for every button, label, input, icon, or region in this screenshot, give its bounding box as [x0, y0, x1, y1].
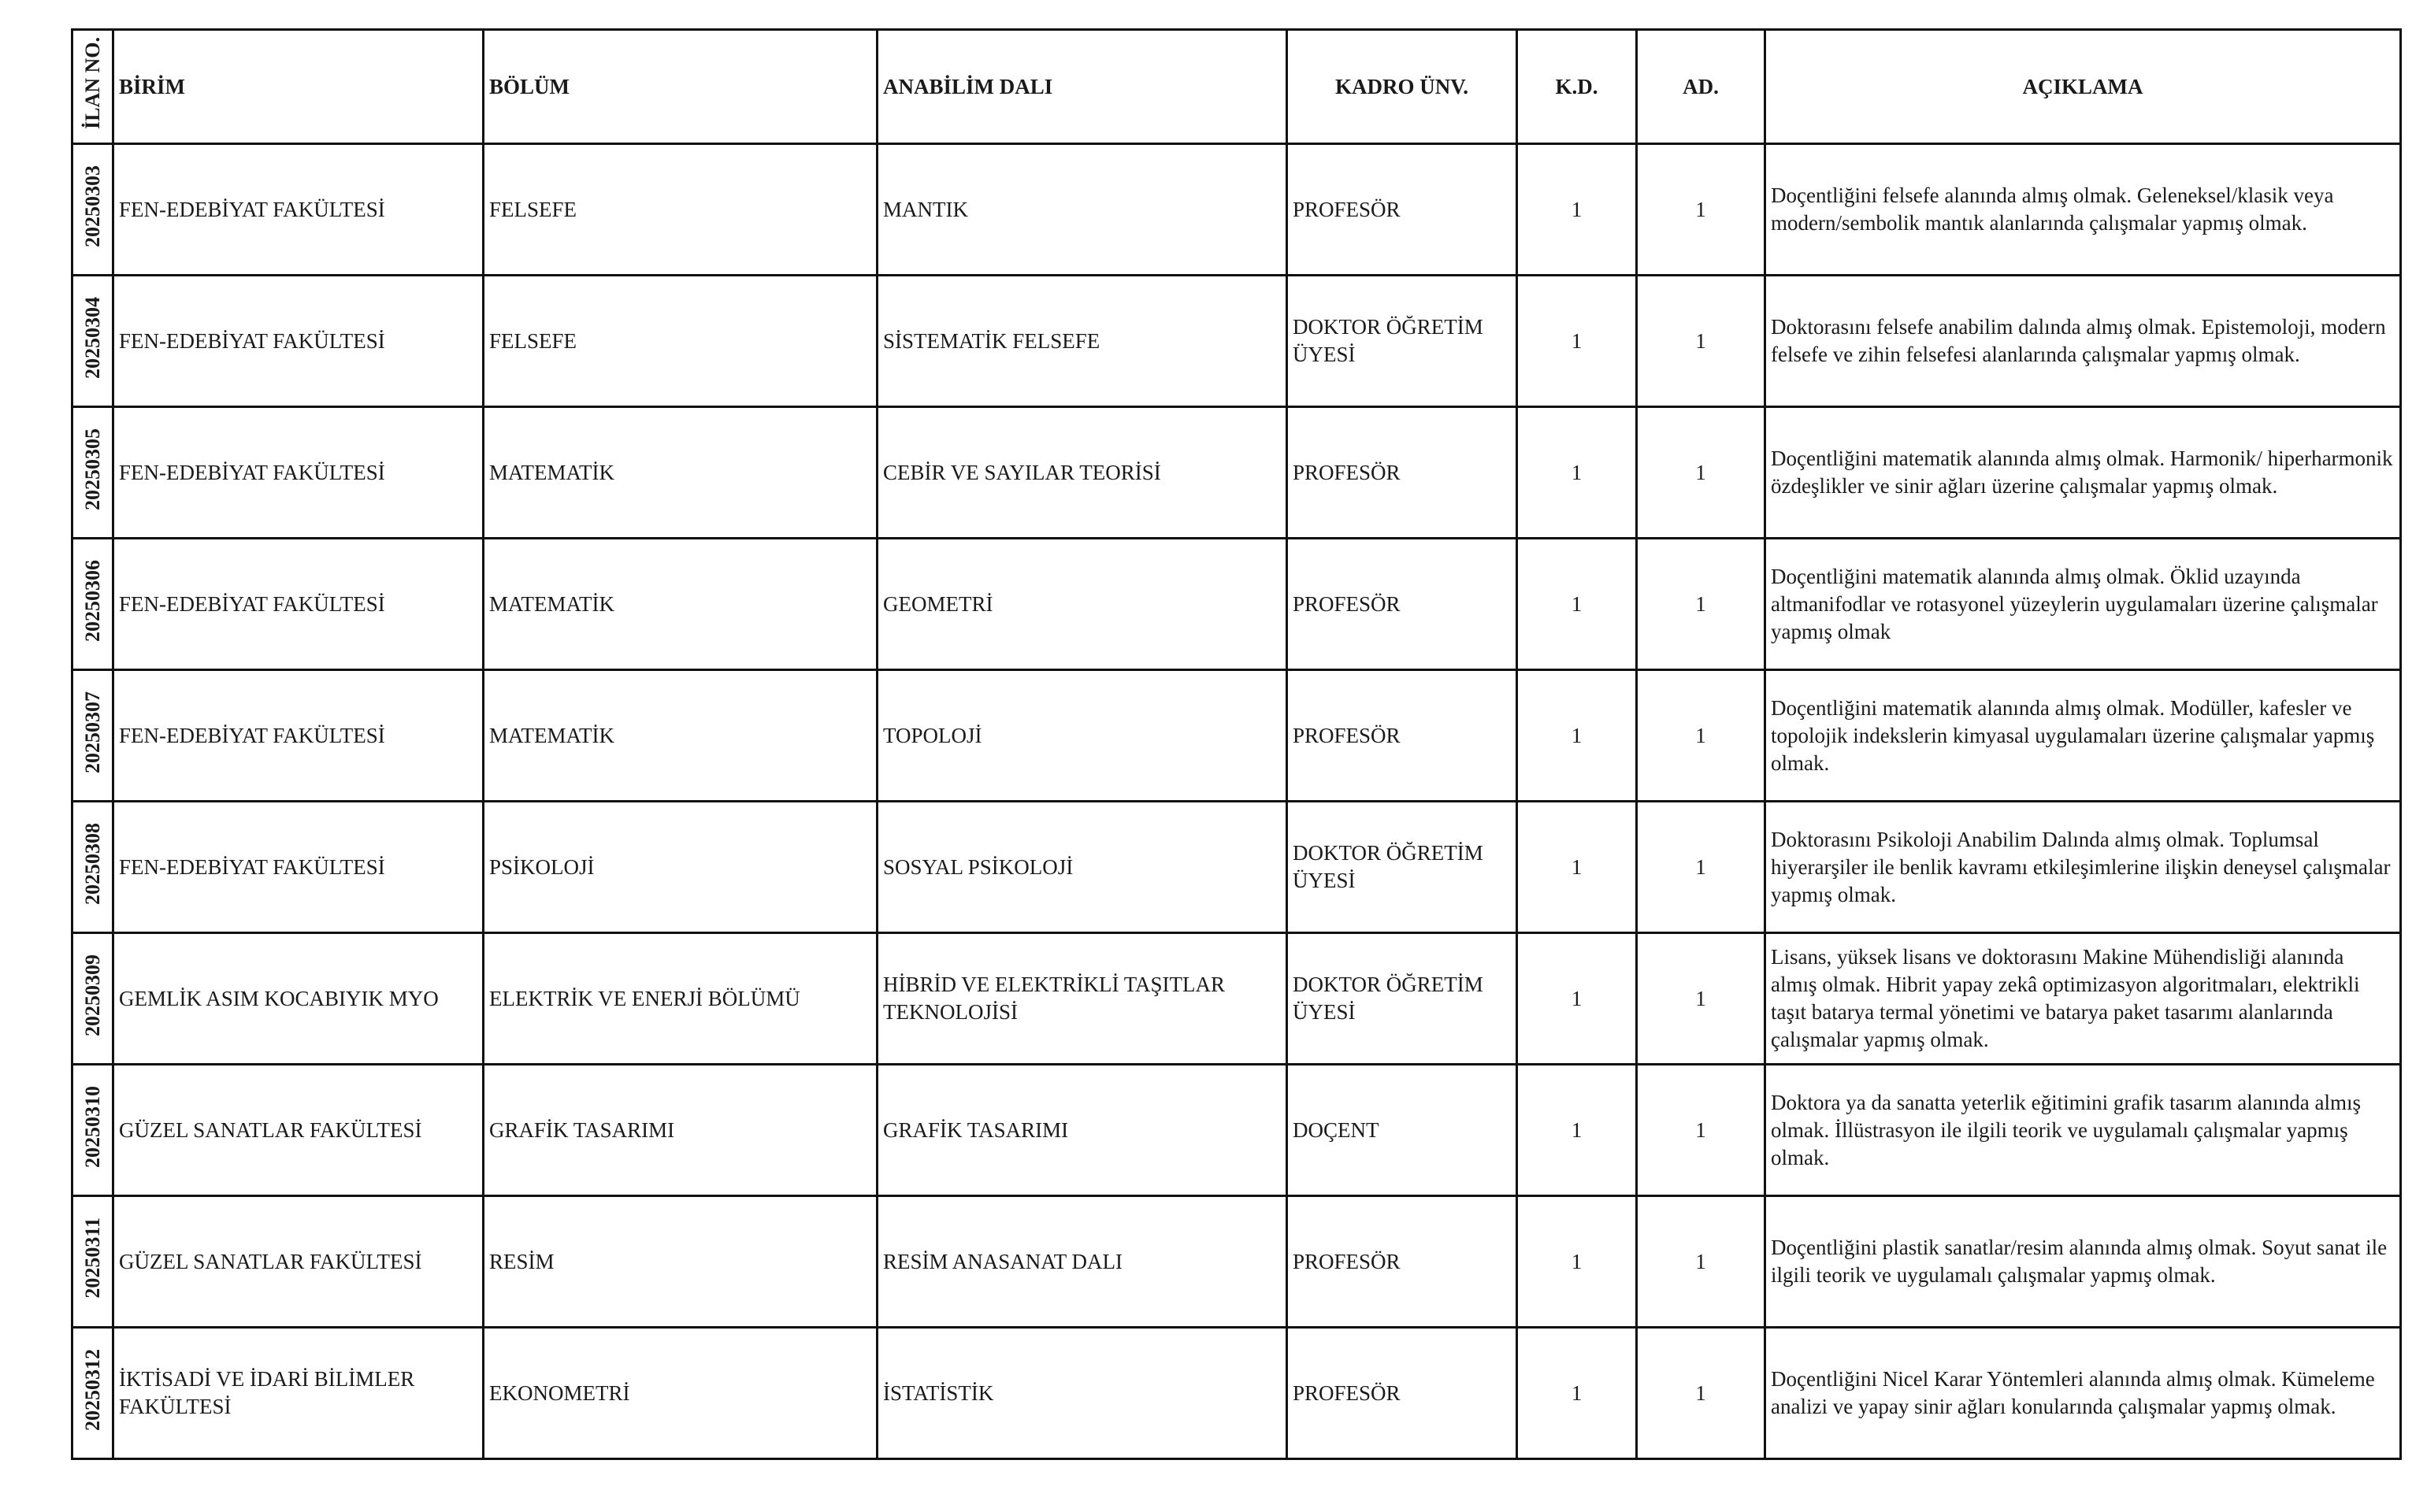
cell-ad: 1 [1637, 670, 1765, 802]
cell-ilan-no: 20250308 [72, 802, 113, 933]
cell-kd: 1 [1517, 933, 1637, 1065]
cell-kd: 1 [1517, 670, 1637, 802]
cell-kd: 1 [1517, 802, 1637, 933]
cell-ad: 1 [1637, 276, 1765, 407]
cell-aciklama: Doktora ya da sanatta yeterlik eğitimini grafik tasarım alanında almış olmak. İllüstrasyon ile ilgili teorik ve uygulamalı çalışmalar yapmış olmak. [1765, 1065, 2401, 1196]
cell-birim: FEN-EDEBİYAT FAKÜLTESİ [113, 802, 484, 933]
header-birim: BİRİM [113, 30, 484, 144]
cell-bolum: MATEMATİK [484, 407, 878, 539]
cell-anabilim: GRAFİK TASARIMI [878, 1065, 1287, 1196]
cell-kadro: DOKTOR ÖĞRETİM ÜYESİ [1287, 276, 1517, 407]
cell-kadro: DOKTOR ÖĞRETİM ÜYESİ [1287, 802, 1517, 933]
cell-birim: FEN-EDEBİYAT FAKÜLTESİ [113, 276, 484, 407]
cell-anabilim: TOPOLOJİ [878, 670, 1287, 802]
table-row [72, 670, 2401, 802]
cell-ilan-no: 20250310 [72, 1065, 113, 1196]
table-row [72, 407, 2401, 539]
cell-anabilim: CEBİR VE SAYILAR TEORİSİ [878, 407, 1287, 539]
cell-bolum: FELSEFE [484, 276, 878, 407]
cell-kd: 1 [1517, 1328, 1637, 1459]
cell-anabilim: GEOMETRİ [878, 539, 1287, 670]
cell-bolum: RESİM [484, 1196, 878, 1328]
cell-aciklama: Lisans, yüksek lisans ve doktorasını Makine Mühendisliği alanında almış olmak. Hibrit yapay zekâ optimizasyon algoritmaları, elektrikli taşıt batarya termal yönetimi ve batarya paket tasarımı alanlarında çalışmalar yapmış olmak. [1765, 933, 2401, 1065]
cell-ad: 1 [1637, 1196, 1765, 1328]
cell-ilan-no: 20250312 [72, 1328, 113, 1459]
header-row [72, 30, 2401, 144]
cell-aciklama: Doçentliğini matematik alanında almış olmak. Modüller, kafesler ve topolojik indekslerin kimyasal uygulamaları üzerine çalışmalar yapmış olmak. [1765, 670, 2401, 802]
cell-anabilim: RESİM ANASANAT DALI [878, 1196, 1287, 1328]
header-bolum: BÖLÜM [484, 30, 878, 144]
table-row [72, 933, 2401, 1065]
cell-ilan-no: 20250303 [72, 144, 113, 276]
table-row [72, 802, 2401, 933]
cell-ad: 1 [1637, 933, 1765, 1065]
cell-kadro: DOÇENT [1287, 1065, 1517, 1196]
cell-kadro: PROFESÖR [1287, 1328, 1517, 1459]
cell-bolum: PSİKOLOJİ [484, 802, 878, 933]
cell-kd: 1 [1517, 276, 1637, 407]
header-kadro: KADRO ÜNV. [1287, 30, 1517, 144]
table-row [72, 1328, 2401, 1459]
table-row [72, 144, 2401, 276]
cell-birim: FEN-EDEBİYAT FAKÜLTESİ [113, 144, 484, 276]
header-kd: K.D. [1517, 30, 1637, 144]
cell-kd: 1 [1517, 1065, 1637, 1196]
header-aciklama: AÇIKLAMA [1765, 30, 2401, 144]
cell-aciklama: Doçentliğini matematik alanında almış olmak. Harmonik/ hiperharmonik özdeşlikler ve sinir ağları üzerine çalışmalar yapmış olmak. [1765, 407, 2401, 539]
cell-aciklama: Doktorasını Psikoloji Anabilim Dalında almış olmak. Toplumsal hiyerarşiler ile benlik kavramı etkileşimlerine ilişkin deneysel çalışmalar yapmış olmak. [1765, 802, 2401, 933]
cell-kadro: PROFESÖR [1287, 670, 1517, 802]
cell-bolum: MATEMATİK [484, 670, 878, 802]
cell-birim: İKTİSADİ VE İDARİ BİLİMLER FAKÜLTESİ [113, 1328, 484, 1459]
table-row [72, 276, 2401, 407]
cell-ilan-no: 20250306 [72, 539, 113, 670]
cell-ad: 1 [1637, 539, 1765, 670]
cell-aciklama: Doktorasını felsefe anabilim dalında almış olmak. Epistemoloji, modern felsefe ve zihin felsefesi alanlarında çalışmalar yapmış olmak. [1765, 276, 2401, 407]
cell-kadro: PROFESÖR [1287, 144, 1517, 276]
table-row [72, 539, 2401, 670]
document-sheet [71, 28, 2402, 1460]
cell-ilan-no: 20250309 [72, 933, 113, 1065]
cell-ilan-no: 20250305 [72, 407, 113, 539]
cell-anabilim: HİBRİD VE ELEKTRİKLİ TAŞITLAR TEKNOLOJİSİ [878, 933, 1287, 1065]
cell-bolum: ELEKTRİK VE ENERJİ BÖLÜMÜ [484, 933, 878, 1065]
cell-bolum: FELSEFE [484, 144, 878, 276]
cell-ilan-no: 20250304 [72, 276, 113, 407]
cell-kadro: PROFESÖR [1287, 407, 1517, 539]
faculty-position-table [71, 28, 2402, 1460]
cell-bolum: GRAFİK TASARIMI [484, 1065, 878, 1196]
cell-ad: 1 [1637, 802, 1765, 933]
cell-ilan-no: 20250311 [72, 1196, 113, 1328]
header-ilan-no: İLAN NO. [72, 30, 113, 144]
cell-birim: GÜZEL SANATLAR FAKÜLTESİ [113, 1196, 484, 1328]
cell-anabilim: MANTIK [878, 144, 1287, 276]
cell-anabilim: SİSTEMATİK FELSEFE [878, 276, 1287, 407]
cell-aciklama: Doçentliğini matematik alanında almış olmak. Öklid uzayında altmanifodlar ve rotasyonel yüzeylerin uygulamaları üzerine çalışmalar yapmış olmak [1765, 539, 2401, 670]
cell-aciklama: Doçentliğini plastik sanatlar/resim alanında almış olmak. Soyut sanat ile ilgili teorik ve uygulamalı çalışmalar yapmış olmak. [1765, 1196, 2401, 1328]
cell-birim: FEN-EDEBİYAT FAKÜLTESİ [113, 670, 484, 802]
cell-aciklama: Doçentliğini felsefe alanında almış olmak. Geleneksel/klasik veya modern/sembolik mantık alanlarında çalışmalar yapmış olmak. [1765, 144, 2401, 276]
cell-aciklama: Doçentliğini Nicel Karar Yöntemleri alanında almış olmak. Kümeleme analizi ve yapay sinir ağları konularında çalışmalar yapmış olmak. [1765, 1328, 2401, 1459]
cell-anabilim: İSTATİSTİK [878, 1328, 1287, 1459]
cell-anabilim: SOSYAL PSİKOLOJİ [878, 802, 1287, 933]
table-body [72, 144, 2401, 1459]
cell-ad: 1 [1637, 1065, 1765, 1196]
cell-kd: 1 [1517, 1196, 1637, 1328]
cell-kadro: PROFESÖR [1287, 1196, 1517, 1328]
table-row [72, 1196, 2401, 1328]
cell-kd: 1 [1517, 539, 1637, 670]
header-ad: AD. [1637, 30, 1765, 144]
cell-ad: 1 [1637, 407, 1765, 539]
table-row [72, 1065, 2401, 1196]
cell-bolum: EKONOMETRİ [484, 1328, 878, 1459]
cell-birim: GEMLİK ASIM KOCABIYIK MYO [113, 933, 484, 1065]
cell-ad: 1 [1637, 144, 1765, 276]
cell-kadro: DOKTOR ÖĞRETİM ÜYESİ [1287, 933, 1517, 1065]
cell-birim: FEN-EDEBİYAT FAKÜLTESİ [113, 539, 484, 670]
cell-kd: 1 [1517, 407, 1637, 539]
cell-birim: GÜZEL SANATLAR FAKÜLTESİ [113, 1065, 484, 1196]
header-anabilim: ANABİLİM DALI [878, 30, 1287, 144]
cell-ad: 1 [1637, 1328, 1765, 1459]
cell-birim: FEN-EDEBİYAT FAKÜLTESİ [113, 407, 484, 539]
cell-bolum: MATEMATİK [484, 539, 878, 670]
cell-kadro: PROFESÖR [1287, 539, 1517, 670]
cell-kd: 1 [1517, 144, 1637, 276]
cell-ilan-no: 20250307 [72, 670, 113, 802]
